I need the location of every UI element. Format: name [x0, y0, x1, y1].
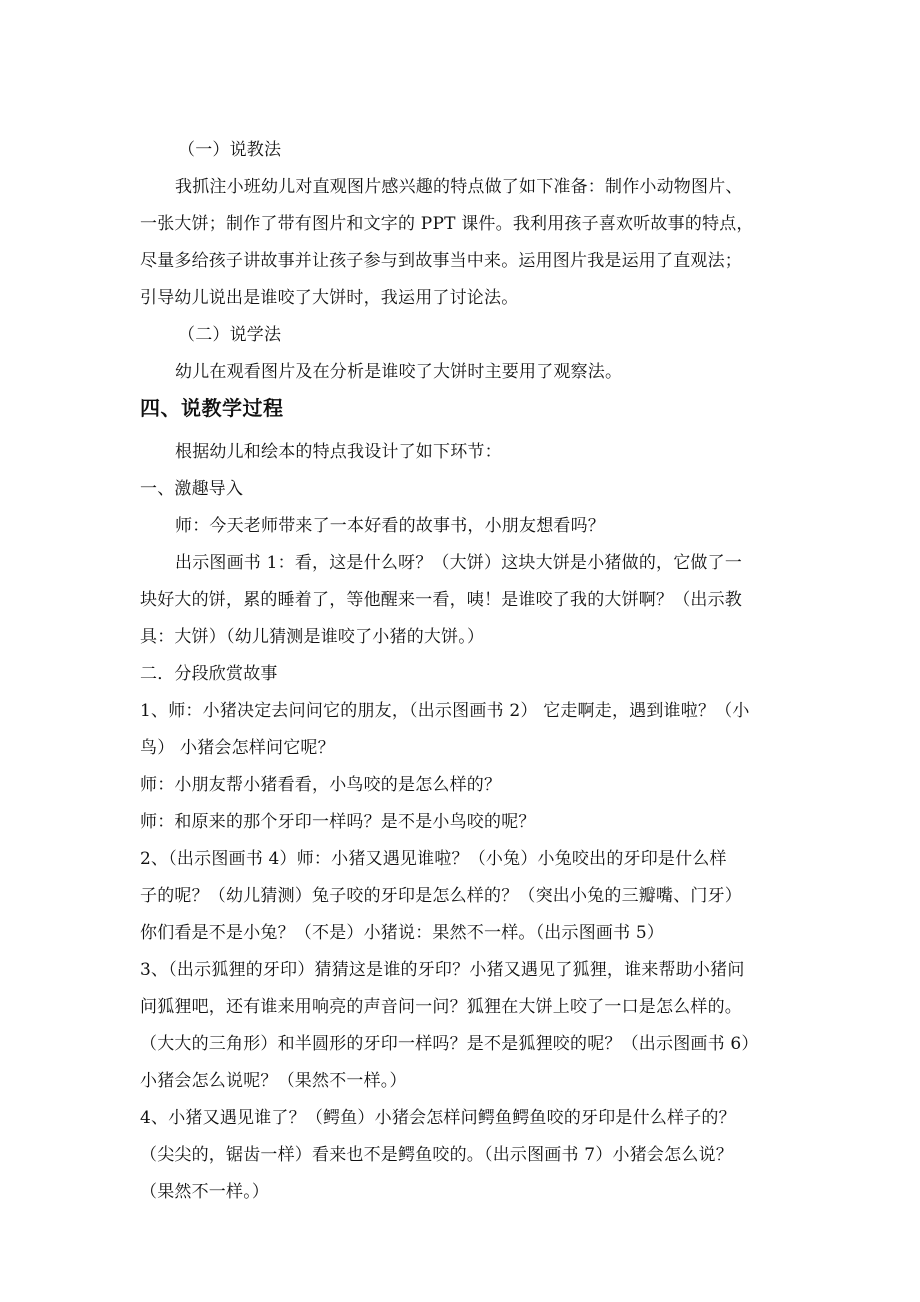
- paragraph-line: 出示图画书 1：看，这是什么呀？（大饼）这块大饼是小猪做的，它做了一: [175, 553, 743, 573]
- paragraph-line: 4、小猪又遇见谁了？（鳄鱼）小猪会怎样问鳄鱼鳄鱼咬的牙印是什么样子的？: [140, 1108, 736, 1128]
- paragraph-line: 引导幼儿说出是谁咬了大饼时，我运用了讨论法。: [140, 288, 519, 308]
- paragraph-line: 师：和原来的那个牙印一样吗？是不是小鸟咬的呢？: [140, 812, 536, 832]
- paragraph-line: （果然不一样。）: [140, 1182, 270, 1202]
- paragraph-line: 一张大饼；制作了带有图片和文字的 PPT 课件。我利用孩子喜欢听故事的特点，: [140, 214, 754, 234]
- step-heading: 二．分段欣赏故事: [140, 664, 278, 684]
- paragraph-line: 你们看是不是小兔？（不是）小猪说：果然不一样。（出示图画书 5）: [140, 923, 665, 943]
- paragraph-line: 3、（出示狐狸的牙印）猜猜这是谁的牙印？小猪又遇见了狐狸，谁来帮助小猪问: [140, 960, 745, 980]
- paragraph-line: 尽量多给孩子讲故事并让孩子参与到故事当中来。运用图片我是运用了直观法；: [140, 251, 742, 271]
- paragraph-line: 师：今天老师带来了一本好看的故事书，小朋友想看吗？: [175, 516, 605, 536]
- paragraph-line: 块好大的饼，累的睡着了，等他醒来一看，咦！是谁咬了我的大饼啊？（出示教: [140, 590, 742, 610]
- paragraph-line: 师：小朋友帮小猪看看，小鸟咬的是怎么样的？: [140, 775, 502, 795]
- paragraph-line: 根据幼儿和绘本的特点我设计了如下环节：: [175, 442, 502, 462]
- paragraph-line: 我抓注小班幼儿对直观图片感兴趣的特点做了如下准备：制作小动物图片、: [175, 177, 743, 197]
- paragraph-line: 鸟） 小猪会怎样问它呢？: [140, 738, 335, 758]
- paragraph-line: （大大的三角形）和半圆形的牙印一样吗？是不是狐狸咬的呢？（出示图画书 6）: [140, 1034, 759, 1054]
- subsection-learning-method: （二）说学法: [178, 325, 282, 345]
- step-heading: 一、激趣导入: [140, 479, 244, 499]
- paragraph-line: （尖尖的，锯齿一样）看来也不是鳄鱼咬的。（出示图画书 7）小猪会怎么说？: [140, 1145, 733, 1165]
- subsection-teaching-method: （一）说教法: [178, 140, 282, 160]
- paragraph-line: 2、（出示图画书 4）师：小猪又遇见谁啦？（小兔）小兔咬出的牙印是什么样: [140, 849, 727, 869]
- section-heading: 四、说教学过程: [140, 396, 284, 420]
- paragraph-line: 幼儿在观看图片及在分析是谁咬了大饼时主要用了观察法。: [175, 362, 623, 382]
- paragraph-line: 子的呢？（幼儿猜测）兔子咬的牙印是怎么样的？（突出小兔的三瓣嘴、门牙）: [140, 886, 742, 906]
- paragraph-line: 1、师：小猪决定去问问它的朋友，（出示图画书 2） 它走啊走，遇到谁啦？（小: [140, 701, 750, 721]
- paragraph-line: 小猪会怎么说呢？（果然不一样。）: [140, 1071, 407, 1091]
- paragraph-line: 问狐狸吧，还有谁来用响亮的声音问一问？狐狸在大饼上咬了一口是怎么样的。: [140, 997, 742, 1017]
- paragraph-line: 具：大饼）（幼儿猜测是谁咬了小猪的大饼。）: [140, 627, 485, 647]
